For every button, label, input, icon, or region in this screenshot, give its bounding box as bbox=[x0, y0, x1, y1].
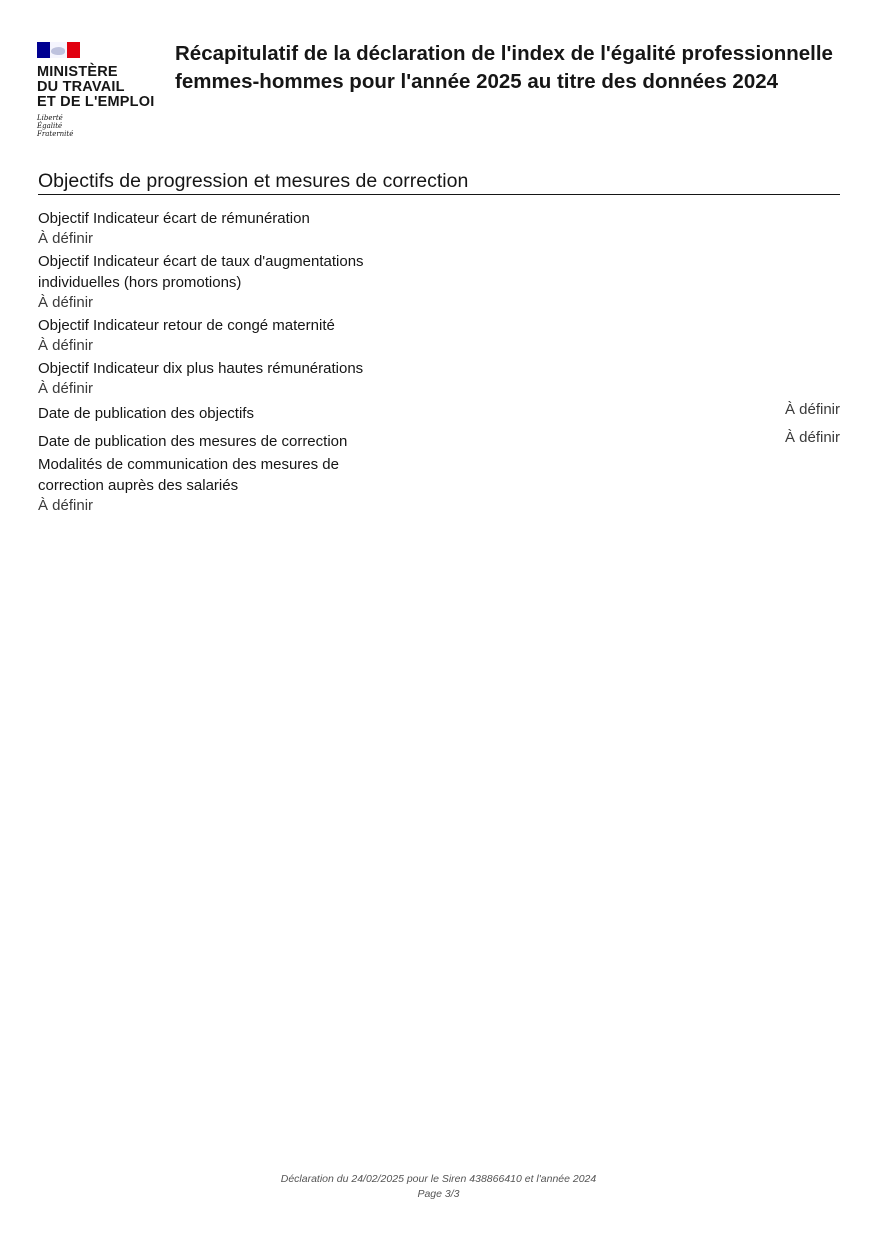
objective-item bbox=[38, 358, 840, 399]
ministry-name bbox=[37, 65, 172, 110]
objectives-list bbox=[38, 208, 840, 516]
document-title: Récapitulatif de la déclaration de l'index de l'égalité professionnelle femmes-hommes pour l'année 2025 au titre des données 2024 bbox=[175, 42, 833, 93]
declaration-info: Déclaration du 24/02/2025 pour le Siren 438866410 et l'année 2024 bbox=[280, 1173, 597, 1185]
objective-item bbox=[38, 208, 840, 249]
section-title: Objectifs de progression et mesures de correction bbox=[38, 168, 840, 195]
communication-modalities-value: À définir bbox=[38, 497, 94, 514]
objective-value: À définir bbox=[38, 294, 94, 311]
objective-value: À définir bbox=[38, 380, 94, 397]
ministry-logo bbox=[37, 42, 172, 138]
date-objectives-value: À définir bbox=[784, 401, 840, 418]
objective-value: À définir bbox=[38, 230, 94, 247]
communication-modalities-label: Modalités de communication des mesures de correction auprès des salariés bbox=[38, 456, 339, 494]
french-flag-icon bbox=[37, 42, 80, 58]
communication-modalities-item bbox=[38, 454, 840, 516]
objective-value: À définir bbox=[38, 337, 94, 354]
date-measures-row bbox=[38, 431, 840, 452]
motto-fraternite: Fraternité bbox=[37, 130, 74, 138]
objective-item bbox=[38, 251, 840, 313]
page-footer bbox=[0, 1172, 877, 1202]
date-objectives-row bbox=[38, 403, 840, 424]
ministry-line-2: DU TRAVAIL bbox=[37, 79, 125, 95]
date-measures-value: À définir bbox=[784, 429, 840, 446]
objective-label: Objectif Indicateur retour de congé maternité bbox=[38, 317, 335, 334]
ministry-line-1: MINISTÈRE bbox=[37, 64, 118, 80]
objective-label: Objectif Indicateur écart de taux d'augmentations individuelles (hors promotions) bbox=[38, 253, 364, 291]
date-measures-label: Date de publication des mesures de correction bbox=[38, 433, 348, 450]
objective-item bbox=[38, 315, 840, 356]
motto-egalite: Égalité bbox=[37, 122, 63, 130]
republic-motto bbox=[37, 114, 172, 138]
page-number: Page 3/3 bbox=[417, 1188, 460, 1200]
date-objectives-label: Date de publication des objectifs bbox=[38, 405, 254, 422]
ministry-line-3: ET DE L'EMPLOI bbox=[37, 94, 155, 110]
objective-label: Objectif Indicateur écart de rémunération bbox=[38, 210, 310, 227]
objective-label: Objectif Indicateur dix plus hautes rémunérations bbox=[38, 360, 364, 377]
motto-liberte: Liberté bbox=[37, 114, 63, 122]
